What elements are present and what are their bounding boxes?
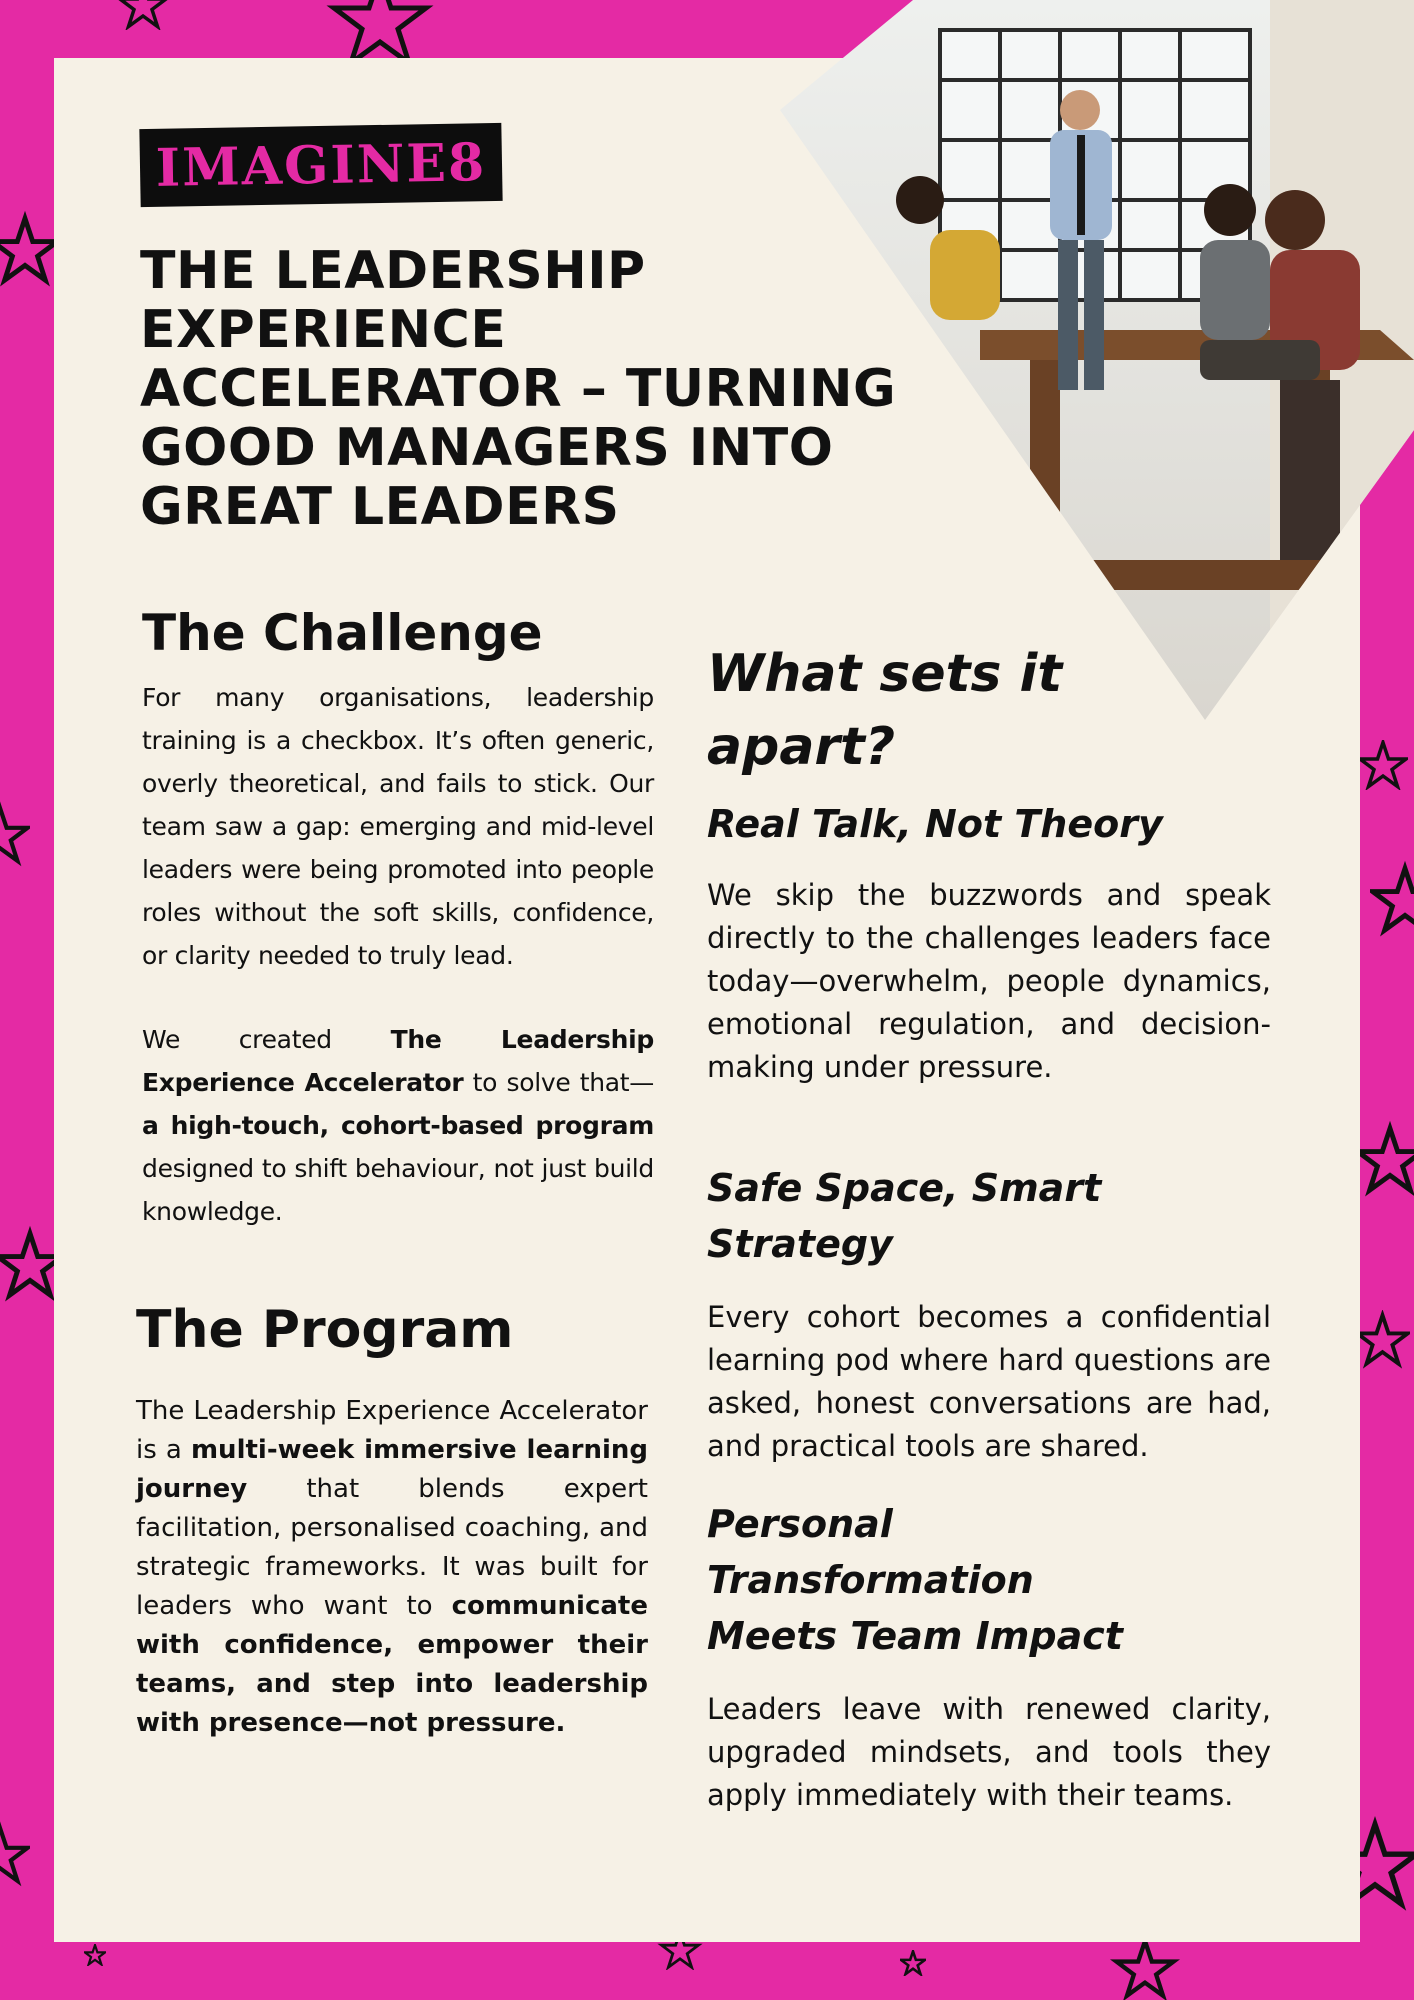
apart-section-3-title: Personal Transformation Meets Team Impact <box>707 1502 1123 1658</box>
challenge-paragraph-1: For many organisations, leadership training is a checkbox. It’s often generic, overly theoretical, and fails to stick. Our team saw a gap: emerging and mid-level leaders were being promoted into people roles without the soft skills, confidence, or clarity needed to truly lead. <box>142 683 654 970</box>
program-p-b: multi-week immersive learning journey <box>136 1435 648 1504</box>
star-icon <box>0 1820 30 1890</box>
apart-section-1-body: We skip the buzzwords and speak directly to the challenges leaders face today—overwhelm, people dynamics, emotional regulation, and decision-making under pressure. <box>707 878 1271 1084</box>
star-icon <box>1370 860 1414 940</box>
challenge-heading: The Challenge <box>142 604 543 662</box>
challenge-p2-a: We created <box>142 1025 391 1054</box>
logo <box>139 123 502 207</box>
apart-heading: What sets it apart? <box>707 644 1063 777</box>
star-icon <box>0 210 60 290</box>
logo-text: IMAGINE8 <box>155 131 487 199</box>
star-icon <box>0 800 30 870</box>
star-icon <box>1355 1310 1410 1370</box>
star-icon <box>900 1950 926 1976</box>
apart-section-3-body: Leaders leave with renewed clarity, upgraded mindsets, and tools they apply immediately with their teams. <box>707 1692 1271 1812</box>
program-p-d: communicate with confidence, empower their teams, and step into leadership with presence—not pressure. <box>136 1591 648 1738</box>
program-heading: The Program <box>136 1300 514 1360</box>
challenge-p2-b: The Leadership Experience Accelerator <box>142 1025 654 1097</box>
star-icon <box>1355 1120 1414 1200</box>
challenge-p2-e: designed to shift behaviour, not just build knowledge. <box>142 1154 654 1226</box>
star-icon <box>1110 1938 1180 2000</box>
challenge-p2-d: a high-touch, cohort-based program <box>142 1111 654 1140</box>
program-paragraph <box>136 1392 648 1743</box>
challenge-p2-c: to solve that— <box>463 1068 654 1097</box>
apart-section-2-title: Safe Space, Smart Strategy <box>707 1166 1102 1266</box>
challenge-paragraph-2 <box>142 1018 654 1233</box>
program-p-c: that blends expert facilitation, personalised coaching, and strategic frameworks. It was built for leaders who want to <box>136 1474 648 1621</box>
apart-section-1-title: Real Talk, Not Theory <box>707 802 1163 846</box>
star-icon <box>108 0 178 30</box>
star-icon <box>84 1944 106 1966</box>
page-title: THE LEADERSHIP EXPERIENCE ACCELERATOR – TURNING GOOD MANAGERS INTO GREAT LEADERS <box>140 241 897 537</box>
apart-section-2-body: Every cohort becomes a confidential learning pod where hard questions are asked, honest conversations are had, and practical tools are shared. <box>707 1300 1271 1463</box>
star-icon <box>1358 740 1408 790</box>
program-p-a: The Leadership Experience Accelerator is a <box>136 1396 648 1465</box>
